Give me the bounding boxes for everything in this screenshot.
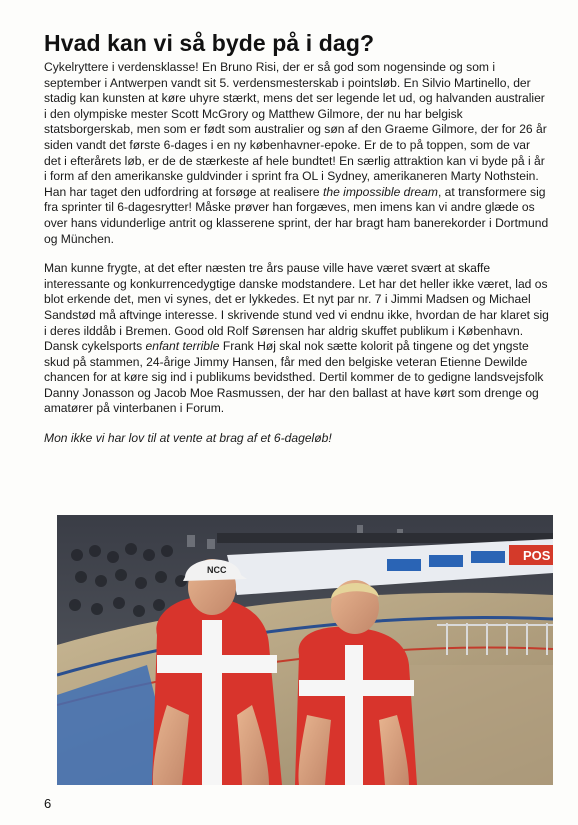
paragraph-riders bbox=[44, 60, 550, 247]
cap-text: NCC bbox=[207, 565, 227, 575]
page-number: 6 bbox=[44, 796, 52, 811]
banner-text: POS bbox=[523, 548, 551, 563]
paragraph-riders-text-1: Cykelryttere i verdensklasse! En Bruno Risi, der er så god som nogensinde og som i september i Antwerpen vandt sit 5. verdensmesterskab i pointsløb. En Silvio Martinello, der stadig kan kunsten at køre uhyre stærkt, mens det ser legende let ud, og halvanden australier i den olympiske mester Scott McGrory og Matthew Gilmore, der nu har belgisk statsborgerskab, men som er født som australier og søn af den Graeme Gilmore, der for 26 år siden vandt det første 6-dages i en ny københavner-epoke. Er de to på toppen, som de var det i efterårets løb, er de de stærkeste af hele bundtet! En særlig attraktion kan vi byde på i år i form af den amerikanske guldvinder i sprint fra OL i Sydney, amerikaneren Marty Nothstein. Han har taget den udfordring at forsøge at realisere bbox=[44, 60, 547, 199]
riders-photo bbox=[57, 515, 553, 785]
paragraph-riders-text-2: , at transformere sig fra sprinter til 6-dagesrytter! Måske prøver han forgæves, men imens kan vi andre glæde os over hans vidunderlige antrit og klasserene sprint, der har bragt ham banerekorder i Dortmund og München. bbox=[44, 184, 549, 246]
article-body bbox=[44, 60, 550, 461]
paragraph-danish-text-1: Man kunne frygte, at det efter næsten tre års pause ville have været svært at skaffe interessante og konkurrencedygtige danske modstandere. Let har det heller ikke været, lad os blot erkende det, men vi synes, det er lykkedes. Et nyt par nr. 7 i Jimmi Madsen og Michael Sandstød må aftvinge interesse. I skrivende stund ved vi endnu ikke, hvordan de har klaret sig i deres ilddåb i Bremen. Good old Rolf Sørensen har aldrig skuffet publikum i København. Dansk cykelsports bbox=[44, 261, 549, 354]
page-title: Hvad kan vi så byde på i dag? bbox=[44, 30, 375, 56]
paragraph-danish-italic: enfant terrible bbox=[145, 339, 220, 354]
closing-line: Mon ikke vi har lov til at vente at brag af et 6-dageløb! bbox=[44, 431, 332, 446]
paragraph-danish-riders bbox=[44, 261, 550, 417]
paragraph-riders-italic: the impossible dream bbox=[323, 184, 438, 199]
paragraph-danish-text-2: Frank Høj skal nok sætte kolorit på tingene og det yngste skud på stammen, 24-årige Jimmy Hansen, får med den belgiske veteran Etienne Dewilde chancen for at køre sig ind i publikums bevidsthed. Dertil kommer de to gedigne landsvejsfolk Danny Jonasson og Jacob Moe Rasmussen, der har den ballast at have kørt som drenge og amatører på vinterbanen i Forum. bbox=[44, 339, 544, 416]
